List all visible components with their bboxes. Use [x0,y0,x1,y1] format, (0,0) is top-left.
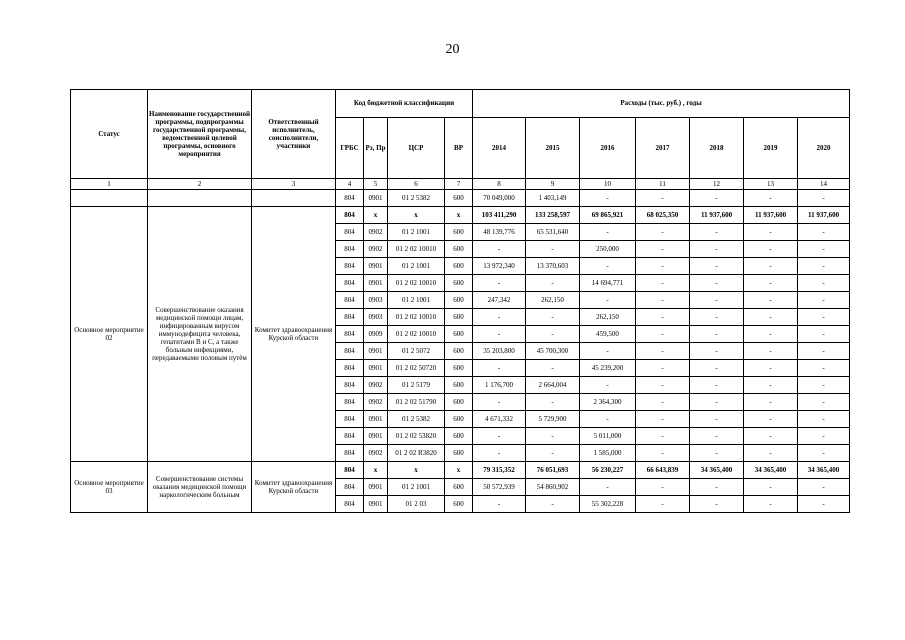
grbs-cell: 804 [336,394,364,411]
amount-cell: 45 239,200 [580,360,636,377]
column-number: 11 [636,179,690,190]
amount-cell: - [690,224,744,241]
amount-cell: - [636,360,690,377]
grbs-cell: 804 [336,275,364,292]
amount-cell: - [798,479,850,496]
column-number: 13 [744,179,798,190]
amount-cell: 55 302,228 [580,496,636,513]
amount-cell: - [636,292,690,309]
amount-cell: 4 671,332 [473,411,526,428]
amount-cell: - [744,309,798,326]
header-rzpr: Рз, Пр [364,118,388,179]
main-activity-03-name: Совершенствование системы оказания медицинской помощи наркологическим больным [148,462,252,513]
amount-cell: - [473,275,526,292]
amount-cell: - [744,411,798,428]
csr-cell: 01 2 02 10010 [388,309,445,326]
amount-cell: 50 572,939 [473,479,526,496]
vr-cell: 600 [445,479,473,496]
column-number: 3 [252,179,336,190]
csr-cell: 01 2 5179 [388,377,445,394]
amount-cell: - [690,394,744,411]
amount-cell: 69 865,921 [580,207,636,224]
amount-cell: - [798,292,850,309]
amount-cell: - [798,411,850,428]
column-number: 8 [473,179,526,190]
amount-cell: - [636,258,690,275]
amount-cell: - [744,275,798,292]
grbs-cell: 804 [336,411,364,428]
amount-cell: - [636,394,690,411]
csr-cell: 01 2 02 50720 [388,360,445,377]
amount-cell: 79 315,352 [473,462,526,479]
table-row [71,190,850,207]
amount-cell: - [636,445,690,462]
amount-cell: 1 585,000 [580,445,636,462]
amount-cell: - [526,428,580,445]
csr-cell: 01 2 03 [388,496,445,513]
amount-cell: - [690,258,744,275]
amount-cell: - [636,326,690,343]
amount-cell: - [690,292,744,309]
amount-cell: - [690,377,744,394]
amount-cell: 66 643,839 [636,462,690,479]
amount-cell: 133 258,597 [526,207,580,224]
column-number: 6 [388,179,445,190]
rzpr-cell: 0902 [364,394,388,411]
amount-cell: - [798,258,850,275]
header-status: Статус [71,90,148,179]
csr-cell: 01 2 1001 [388,224,445,241]
header-expenses: Расходы (тыс. руб.) , годы [473,90,850,118]
header-year: 2014 [473,118,526,179]
grbs-cell: 804 [336,309,364,326]
rzpr-cell: 0901 [364,258,388,275]
rzpr-cell: 0903 [364,309,388,326]
amount-cell: - [526,394,580,411]
csr-cell: 01 2 02 10010 [388,326,445,343]
amount-cell: - [526,360,580,377]
amount-cell: - [473,496,526,513]
amount-cell: - [473,445,526,462]
amount-cell: - [798,343,850,360]
amount-cell: - [744,377,798,394]
amount-cell: - [473,360,526,377]
amount-cell: - [690,190,744,207]
amount-cell: - [744,292,798,309]
amount-cell: - [526,496,580,513]
amount-cell: - [798,377,850,394]
csr-cell: 01 2 02 10010 [388,275,445,292]
amount-cell: - [744,224,798,241]
csr-cell: 01 2 5382 [388,411,445,428]
amount-cell: - [690,445,744,462]
grbs-cell: 804 [336,241,364,258]
amount-cell: - [690,411,744,428]
amount-cell: - [798,309,850,326]
rzpr-cell: 0901 [364,496,388,513]
main-activity-03-status: Основное мероприятие 03 [71,462,148,513]
amount-cell: 11 937,600 [690,207,744,224]
amount-cell: - [690,428,744,445]
rzpr-cell: 0901 [364,360,388,377]
amount-cell: - [798,496,850,513]
header-year: 2019 [744,118,798,179]
vr-cell: 600 [445,360,473,377]
column-number: 14 [798,179,850,190]
csr-cell: 01 2 5382 [388,190,445,207]
amount-cell: 1 403,149 [526,190,580,207]
vr-cell: 600 [445,445,473,462]
rzpr-cell: 0902 [364,241,388,258]
amount-cell: - [798,241,850,258]
amount-cell: 68 025,350 [636,207,690,224]
amount-cell: 1 176,700 [473,377,526,394]
amount-cell: - [580,190,636,207]
csr-cell: 01 2 1001 [388,292,445,309]
amount-cell: - [798,326,850,343]
rzpr-cell: 0901 [364,428,388,445]
amount-cell: - [798,224,850,241]
rzpr-cell: 0901 [364,343,388,360]
amount-cell: - [580,224,636,241]
column-number: 10 [580,179,636,190]
amount-cell: - [690,479,744,496]
grbs-cell: 804 [336,224,364,241]
vr-cell: x [445,462,473,479]
grbs-cell: 804 [336,377,364,394]
rzpr-cell: 0903 [364,292,388,309]
csr-cell: 01 2 02 R3820 [388,445,445,462]
amount-cell: 250,000 [580,241,636,258]
grbs-cell: 804 [336,479,364,496]
header-year: 2015 [526,118,580,179]
amount-cell: - [744,496,798,513]
amount-cell: 54 860,902 [526,479,580,496]
column-number: 7 [445,179,473,190]
amount-cell: - [580,292,636,309]
vr-cell: 600 [445,428,473,445]
amount-cell: - [580,343,636,360]
amount-cell: - [473,309,526,326]
amount-cell: - [798,428,850,445]
rzpr-cell: 0901 [364,190,388,207]
vr-cell: x [445,207,473,224]
csr-cell: 01 2 5072 [388,343,445,360]
amount-cell: - [636,496,690,513]
amount-cell: 76 051,693 [526,462,580,479]
amount-cell: - [690,343,744,360]
amount-cell: - [526,326,580,343]
csr-cell: x [388,462,445,479]
amount-cell: - [798,445,850,462]
grbs-cell: 804 [336,360,364,377]
amount-cell: - [580,411,636,428]
amount-cell: - [473,394,526,411]
amount-cell: - [690,241,744,258]
amount-cell: - [798,190,850,207]
vr-cell: 600 [445,241,473,258]
amount-cell: - [744,241,798,258]
header-grbs: ГРБС [336,118,364,179]
vr-cell: 600 [445,224,473,241]
amount-cell: - [636,309,690,326]
amount-cell: - [636,428,690,445]
amount-cell: 13 972,340 [473,258,526,275]
column-number: 2 [148,179,252,190]
amount-cell: - [636,377,690,394]
amount-cell: 34 365,400 [744,462,798,479]
amount-cell: - [690,326,744,343]
budget-table [70,89,850,513]
amount-cell: - [580,479,636,496]
amount-cell: - [526,309,580,326]
amount-cell: - [636,241,690,258]
amount-cell: - [636,479,690,496]
amount-cell: - [744,360,798,377]
amount-cell: 13 370,603 [526,258,580,275]
amount-cell: - [690,309,744,326]
header-csr: ЦСР [388,118,445,179]
csr-cell: x [388,207,445,224]
amount-cell: - [636,190,690,207]
amount-cell: 2 364,300 [580,394,636,411]
amount-cell: - [690,496,744,513]
amount-cell: 35 203,800 [473,343,526,360]
grbs-cell: 804 [336,445,364,462]
amount-cell: - [526,275,580,292]
rzpr-cell: 0902 [364,445,388,462]
csr-cell: 01 2 1001 [388,479,445,496]
amount-cell: 11 937,600 [744,207,798,224]
amount-cell: 262,150 [526,292,580,309]
amount-cell: - [473,241,526,258]
rzpr-cell: 0902 [364,377,388,394]
vr-cell: 600 [445,309,473,326]
amount-cell: 34 365,400 [690,462,744,479]
grbs-cell: 804 [336,207,364,224]
main-activity-02-status: Основное мероприятие 02 [71,207,148,462]
grbs-cell: 804 [336,496,364,513]
rzpr-cell: 0901 [364,411,388,428]
amount-cell: 5 729,900 [526,411,580,428]
vr-cell: 600 [445,326,473,343]
header-vr: ВР [445,118,473,179]
header-year: 2020 [798,118,850,179]
name-cell [148,190,252,207]
executor-cell [252,190,336,207]
vr-cell: 600 [445,496,473,513]
vr-cell: 600 [445,411,473,428]
amount-cell: - [636,343,690,360]
csr-cell: 01 2 02 53820 [388,428,445,445]
column-number-row [71,179,850,190]
header-budget-code: Код бюджетной классификации [336,90,473,118]
column-number: 12 [690,179,744,190]
grbs-cell: 804 [336,326,364,343]
amount-cell: - [580,377,636,394]
header-year: 2018 [690,118,744,179]
grbs-cell: 804 [336,292,364,309]
amount-cell: - [636,275,690,292]
amount-cell: 2 664,004 [526,377,580,394]
vr-cell: 600 [445,394,473,411]
amount-cell: 247,342 [473,292,526,309]
main-activity-02-executor: Комитет здравоохранения Курской области [252,207,336,462]
vr-cell: 600 [445,292,473,309]
vr-cell: 600 [445,377,473,394]
amount-cell: - [526,241,580,258]
amount-cell: - [744,190,798,207]
vr-cell: 600 [445,190,473,207]
amount-cell: 5 011,000 [580,428,636,445]
column-number: 1 [71,179,148,190]
amount-cell: 56 230,227 [580,462,636,479]
csr-cell: 01 2 02 51790 [388,394,445,411]
amount-cell: 11 937,600 [798,207,850,224]
csr-cell: 01 2 02 10010 [388,241,445,258]
amount-cell: - [473,326,526,343]
rzpr-cell: 0902 [364,224,388,241]
amount-cell: - [636,224,690,241]
csr-cell: 01 2 1001 [388,258,445,275]
amount-cell: - [526,445,580,462]
table-row [71,462,850,479]
rzpr-cell: 0901 [364,479,388,496]
amount-cell: - [580,258,636,275]
amount-cell: - [744,394,798,411]
rzpr-cell: 0901 [364,275,388,292]
amount-cell: - [744,343,798,360]
amount-cell: - [744,326,798,343]
header-year: 2016 [580,118,636,179]
amount-cell: 65 531,640 [526,224,580,241]
amount-cell: - [798,360,850,377]
table-row [71,207,850,224]
column-number: 5 [364,179,388,190]
amount-cell: - [744,479,798,496]
main-activity-02-name: Совершенствование оказания медицинской помощи лицам, инфицированным вирусом иммунодефицита человека, гепатитами В и С, а также больным инфекциями, передаваемыми половым путём [148,207,252,462]
amount-cell: - [473,428,526,445]
amount-cell: - [744,258,798,275]
column-number: 4 [336,179,364,190]
amount-cell: 262,150 [580,309,636,326]
amount-cell: 14 694,771 [580,275,636,292]
header-program-name: Наименование государственной программы, подпрограммы государственной программы, ведомственной целевой программы, основного мероприятия [148,90,252,179]
amount-cell: 103 411,290 [473,207,526,224]
amount-cell: 48 139,776 [473,224,526,241]
vr-cell: 600 [445,275,473,292]
main-activity-03-executor: Комитет здравоохранения Курской области [252,462,336,513]
amount-cell: 34 365,400 [798,462,850,479]
page-number: 20 [445,42,460,57]
grbs-cell: 804 [336,190,364,207]
column-number: 9 [526,179,580,190]
amount-cell: - [690,360,744,377]
rzpr-cell: x [364,462,388,479]
amount-cell: 45 700,300 [526,343,580,360]
amount-cell: - [798,394,850,411]
grbs-cell: 804 [336,462,364,479]
rzpr-cell: x [364,207,388,224]
header-year: 2017 [636,118,690,179]
amount-cell: 459,500 [580,326,636,343]
vr-cell: 600 [445,343,473,360]
vr-cell: 600 [445,258,473,275]
amount-cell: - [744,428,798,445]
status-cell [71,190,148,207]
amount-cell: - [798,275,850,292]
amount-cell: - [690,275,744,292]
grbs-cell: 804 [336,428,364,445]
amount-cell: 70 049,000 [473,190,526,207]
rzpr-cell: 0909 [364,326,388,343]
header-executor: Ответственный исполнитель, соисполнители, участники [252,90,336,179]
amount-cell: - [744,445,798,462]
grbs-cell: 804 [336,258,364,275]
grbs-cell: 804 [336,343,364,360]
amount-cell: - [636,411,690,428]
